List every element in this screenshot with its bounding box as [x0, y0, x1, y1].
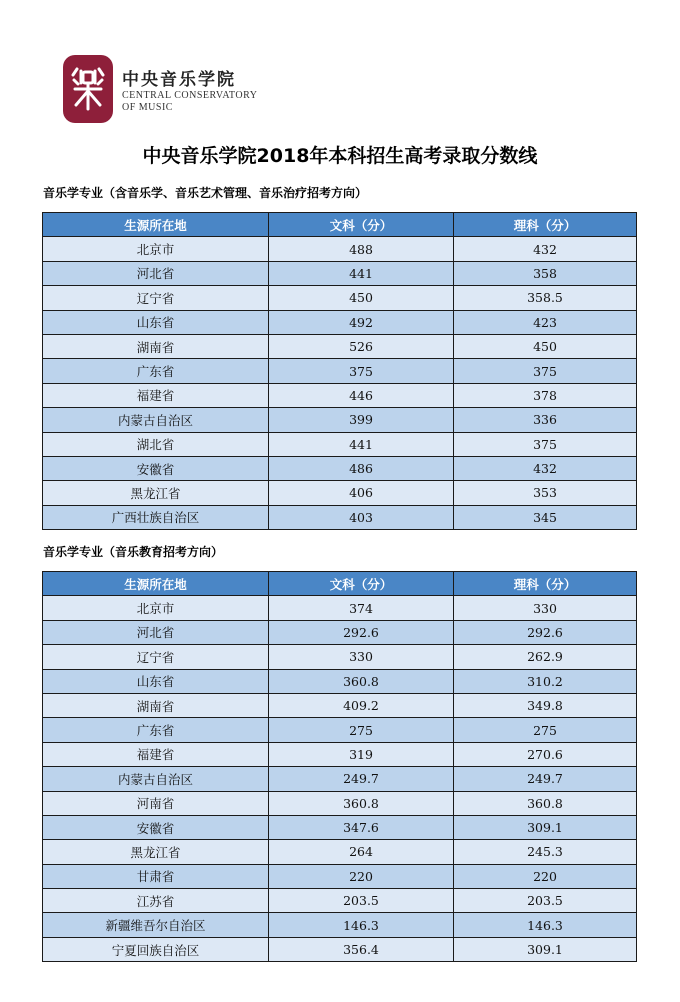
- cell-region: 广东省: [43, 359, 269, 383]
- cell-region: 北京市: [43, 237, 269, 261]
- cell-liberal-arts-score: 450: [269, 286, 454, 310]
- cell-liberal-arts-score: 406: [269, 481, 454, 505]
- cell-region: 广东省: [43, 718, 269, 742]
- cell-science-score: 358: [454, 261, 637, 285]
- cell-science-score: 310.2: [454, 669, 637, 693]
- cell-liberal-arts-score: 441: [269, 432, 454, 456]
- table-row: [43, 889, 637, 913]
- column-header-liberal-arts: 文科（分）: [269, 572, 454, 596]
- column-header-science: 理科（分）: [454, 213, 637, 237]
- cell-science-score: 292.6: [454, 620, 637, 644]
- table-row: [43, 383, 637, 407]
- cell-science-score: 249.7: [454, 767, 637, 791]
- cell-liberal-arts-score: 330: [269, 645, 454, 669]
- cell-liberal-arts-score: 347.6: [269, 815, 454, 839]
- cell-science-score: 203.5: [454, 889, 637, 913]
- conservatory-logo: [63, 55, 257, 123]
- cell-liberal-arts-score: 360.8: [269, 791, 454, 815]
- cell-region: 福建省: [43, 742, 269, 766]
- table-row: [43, 456, 637, 480]
- table-row: [43, 432, 637, 456]
- cell-region: 辽宁省: [43, 286, 269, 310]
- cell-region: 安徽省: [43, 815, 269, 839]
- table-row: [43, 864, 637, 888]
- cell-liberal-arts-score: 356.4: [269, 937, 454, 961]
- cell-science-score: 336: [454, 408, 637, 432]
- cell-science-score: 375: [454, 359, 637, 383]
- cell-region: 山东省: [43, 669, 269, 693]
- cell-region: 黑龙江省: [43, 840, 269, 864]
- table-row: [43, 620, 637, 644]
- logo-chinese-name: 中央音乐学院: [122, 69, 236, 90]
- table-header-row: [43, 213, 637, 237]
- column-header-region: 生源所在地: [43, 213, 269, 237]
- cell-liberal-arts-score: 409.2: [269, 693, 454, 717]
- section1-score-table: [42, 212, 637, 530]
- cell-region: 福建省: [43, 383, 269, 407]
- table-row: [43, 286, 637, 310]
- cell-liberal-arts-score: 403: [269, 505, 454, 529]
- section2-score-table: [42, 571, 637, 962]
- cell-science-score: 345: [454, 505, 637, 529]
- table-row: [43, 645, 637, 669]
- section2-heading: 音乐学专业（音乐教育招考方向）: [43, 545, 224, 559]
- table-row: [43, 481, 637, 505]
- cell-region: 河南省: [43, 791, 269, 815]
- cell-liberal-arts-score: 492: [269, 310, 454, 334]
- cell-region: 辽宁省: [43, 645, 269, 669]
- yue-character-icon: [69, 63, 107, 115]
- cell-science-score: 353: [454, 481, 637, 505]
- cell-region: 宁夏回族自治区: [43, 937, 269, 961]
- cell-region: 河北省: [43, 261, 269, 285]
- cell-region: 山东省: [43, 310, 269, 334]
- section1-heading: 音乐学专业（含音乐学、音乐艺术管理、音乐治疗招考方向）: [43, 186, 368, 200]
- table-row: [43, 791, 637, 815]
- column-header-region: 生源所在地: [43, 572, 269, 596]
- cell-liberal-arts-score: 399: [269, 408, 454, 432]
- cell-science-score: 358.5: [454, 286, 637, 310]
- cell-region: 甘肃省: [43, 864, 269, 888]
- cell-science-score: 360.8: [454, 791, 637, 815]
- cell-science-score: 378: [454, 383, 637, 407]
- cell-region: 江苏省: [43, 889, 269, 913]
- table-row: [43, 505, 637, 529]
- cell-liberal-arts-score: 526: [269, 334, 454, 358]
- cell-region: 湖南省: [43, 334, 269, 358]
- table-row: [43, 913, 637, 937]
- table-row: [43, 840, 637, 864]
- cell-liberal-arts-score: 374: [269, 596, 454, 620]
- cell-region: 湖北省: [43, 432, 269, 456]
- cell-region: 湖南省: [43, 693, 269, 717]
- cell-region: 黑龙江省: [43, 481, 269, 505]
- cell-region: 安徽省: [43, 456, 269, 480]
- cell-liberal-arts-score: 488: [269, 237, 454, 261]
- cell-science-score: 245.3: [454, 840, 637, 864]
- column-header-science: 理科（分）: [454, 572, 637, 596]
- table-row: [43, 669, 637, 693]
- cell-liberal-arts-score: 441: [269, 261, 454, 285]
- cell-region: 广西壮族自治区: [43, 505, 269, 529]
- cell-science-score: 220: [454, 864, 637, 888]
- seal-icon: [63, 55, 113, 123]
- table-row: [43, 334, 637, 358]
- cell-science-score: 432: [454, 237, 637, 261]
- cell-liberal-arts-score: 275: [269, 718, 454, 742]
- cell-liberal-arts-score: 360.8: [269, 669, 454, 693]
- cell-region: 内蒙古自治区: [43, 767, 269, 791]
- cell-science-score: 375: [454, 432, 637, 456]
- table-row: [43, 359, 637, 383]
- logo-english-line1: CENTRAL CONSERVATORY: [122, 89, 258, 101]
- cell-science-score: 146.3: [454, 913, 637, 937]
- table-row: [43, 742, 637, 766]
- cell-liberal-arts-score: 203.5: [269, 889, 454, 913]
- table-row: [43, 815, 637, 839]
- table-row: [43, 693, 637, 717]
- logo-english-line2: OF MUSIC: [122, 101, 173, 113]
- table-row: [43, 237, 637, 261]
- table-row: [43, 937, 637, 961]
- column-header-liberal-arts: 文科（分）: [269, 213, 454, 237]
- table-row: [43, 718, 637, 742]
- cell-science-score: 349.8: [454, 693, 637, 717]
- cell-science-score: 330: [454, 596, 637, 620]
- table-row: [43, 596, 637, 620]
- cell-science-score: 270.6: [454, 742, 637, 766]
- cell-region: 北京市: [43, 596, 269, 620]
- table-row: [43, 310, 637, 334]
- table-row: [43, 408, 637, 432]
- cell-liberal-arts-score: 319: [269, 742, 454, 766]
- cell-liberal-arts-score: 220: [269, 864, 454, 888]
- table-row: [43, 767, 637, 791]
- cell-science-score: 262.9: [454, 645, 637, 669]
- cell-science-score: 450: [454, 334, 637, 358]
- cell-science-score: 275: [454, 718, 637, 742]
- cell-liberal-arts-score: 486: [269, 456, 454, 480]
- table-header-row: [43, 572, 637, 596]
- cell-liberal-arts-score: 375: [269, 359, 454, 383]
- cell-region: 河北省: [43, 620, 269, 644]
- cell-science-score: 309.1: [454, 815, 637, 839]
- cell-region: 新疆维吾尔自治区: [43, 913, 269, 937]
- cell-liberal-arts-score: 249.7: [269, 767, 454, 791]
- page-title: 中央音乐学院2018年本科招生高考录取分数线: [142, 145, 538, 167]
- cell-liberal-arts-score: 146.3: [269, 913, 454, 937]
- cell-liberal-arts-score: 292.6: [269, 620, 454, 644]
- cell-science-score: 423: [454, 310, 637, 334]
- cell-liberal-arts-score: 446: [269, 383, 454, 407]
- table-row: [43, 261, 637, 285]
- cell-liberal-arts-score: 264: [269, 840, 454, 864]
- cell-region: 内蒙古自治区: [43, 408, 269, 432]
- cell-science-score: 309.1: [454, 937, 637, 961]
- cell-science-score: 432: [454, 456, 637, 480]
